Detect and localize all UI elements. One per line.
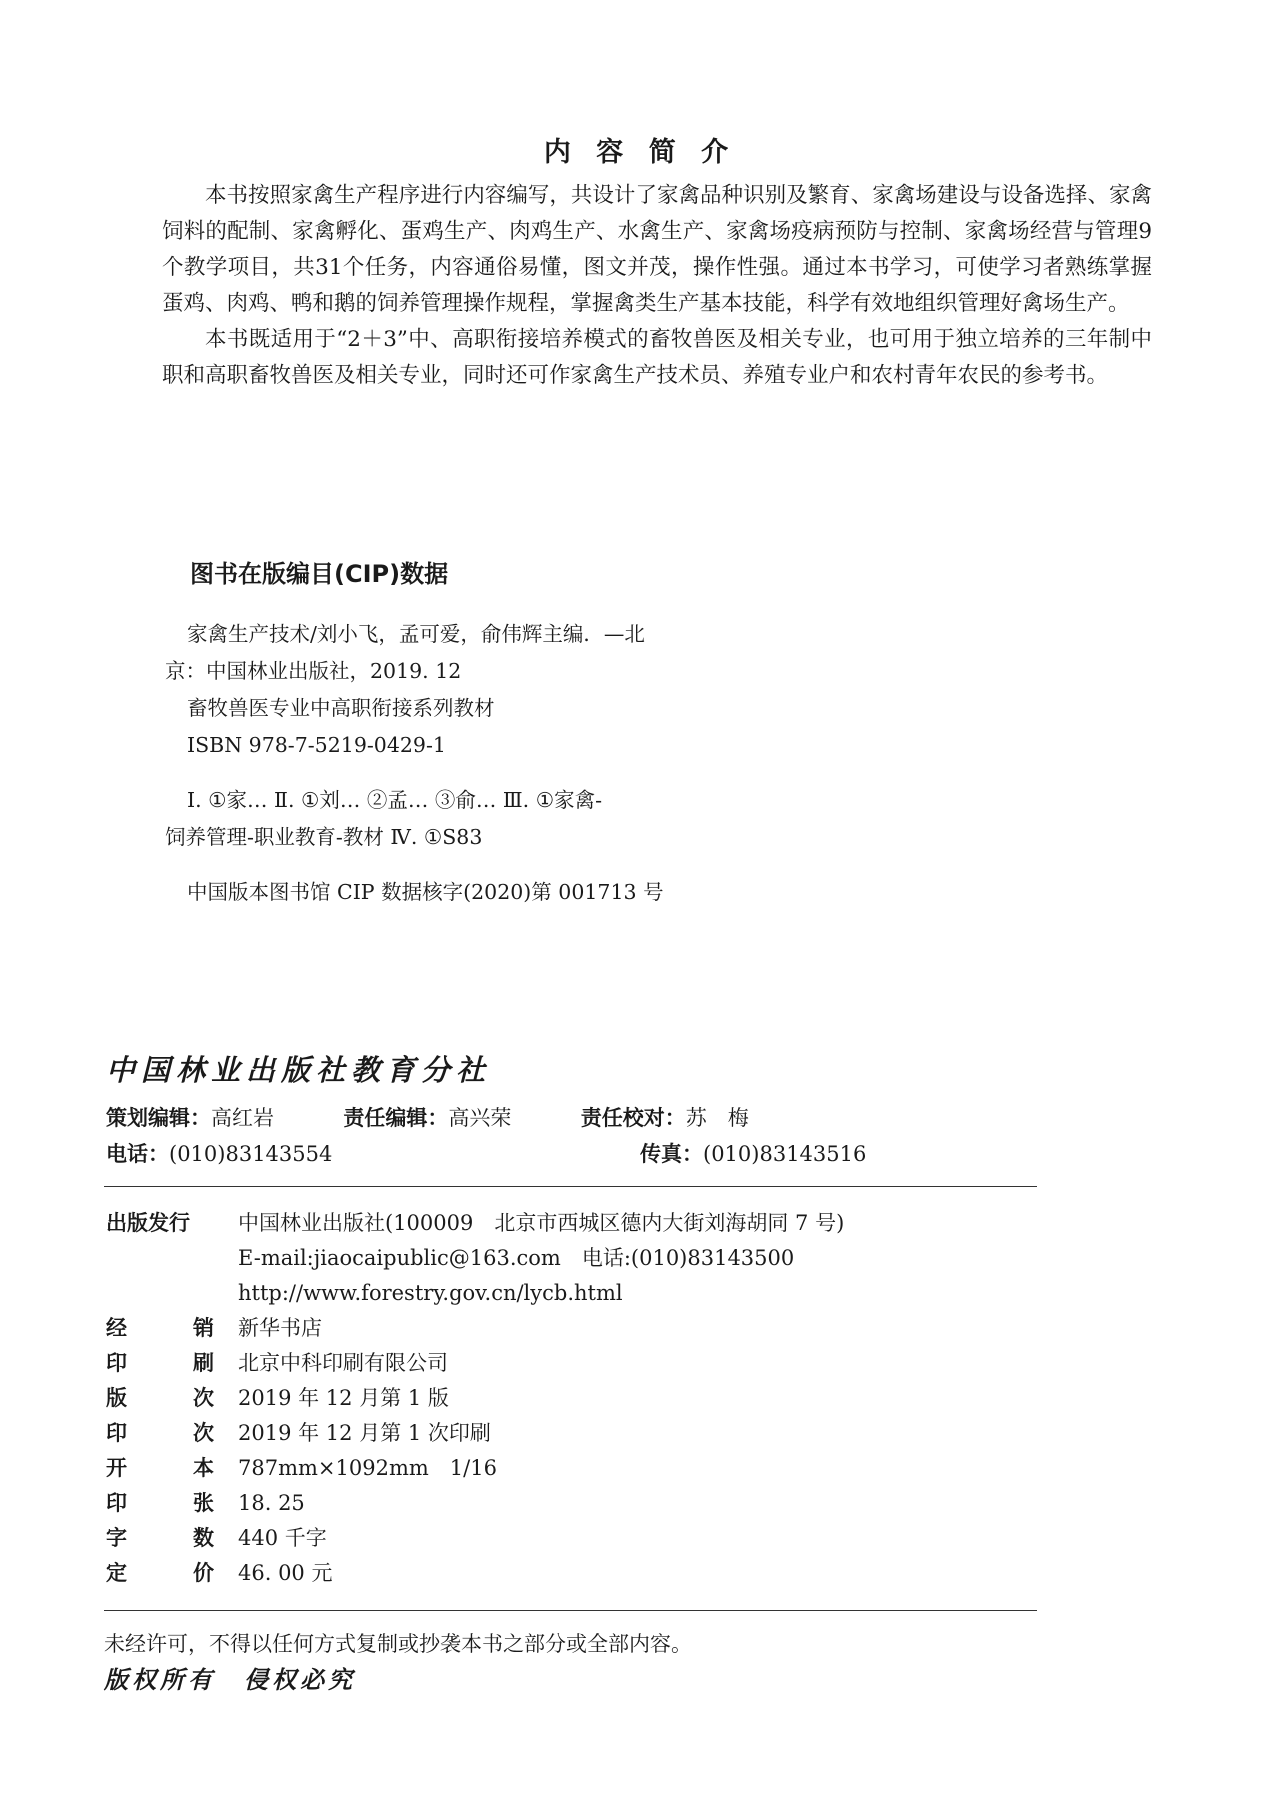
imprint-row-label-char1: 印 xyxy=(106,1421,127,1445)
summary-title: 内 容 简 介 xyxy=(543,137,737,168)
cip-line-isbn: ISBN 978-7-5219-0429-1 xyxy=(187,733,446,757)
cip-line-number: 中国版本图书馆 CIP 数据核字(2020)第 001713 号 xyxy=(187,880,664,904)
cip-title: 图书在版编目(CIP)数据 xyxy=(190,560,449,588)
rights-reserved: 版权所有 侵权必究 xyxy=(104,1665,356,1694)
cip-line-classification-2: 饲养管理-职业教育-教材 Ⅳ. ①S83 xyxy=(165,825,483,849)
imprint-row xyxy=(106,1346,1046,1381)
cip-block xyxy=(165,616,765,911)
imprint-row-label-char2: 刷 xyxy=(193,1351,214,1375)
imprint-row-label xyxy=(106,1381,238,1416)
proofreader: 苏 梅 xyxy=(685,1106,749,1130)
copyright-notice: 未经许可，不得以任何方式复制或抄袭本书之部分或全部内容。 xyxy=(104,1632,692,1656)
phone-label: 电话： xyxy=(106,1142,169,1166)
imprint-row-label-char2: 次 xyxy=(193,1421,214,1445)
responsible-editor-label: 责任编辑： xyxy=(343,1106,449,1130)
imprint-row-label-char1: 定 xyxy=(106,1561,127,1585)
publisher-name: 中国林业出版社教育分社 xyxy=(106,1053,492,1087)
imprint-row-label-char1: 经 xyxy=(106,1316,127,1340)
imprint-row-label-char1: 版 xyxy=(106,1386,127,1410)
imprint-row-value: 2019 年 12 月第 1 版 xyxy=(238,1386,449,1410)
imprint-row-email xyxy=(106,1241,1046,1276)
imprint-publish-line2: E-mail:jiaocaipublic@163.com 电话:(010)83143500 xyxy=(238,1246,795,1270)
imprint-row-value: 440 千字 xyxy=(238,1526,327,1550)
imprint-row-label xyxy=(106,1556,238,1591)
responsible-editor: 高兴荣 xyxy=(448,1106,512,1130)
divider-top xyxy=(104,1186,1037,1187)
imprint-row-label xyxy=(106,1451,238,1486)
imprint-row-label-char2: 数 xyxy=(193,1526,214,1550)
proofreader-label: 责任校对： xyxy=(580,1106,686,1130)
cip-line-classification-1: Ⅰ. ①家… Ⅱ. ①刘… ②孟… ③俞… Ⅲ. ①家禽- xyxy=(187,788,603,812)
imprint-spacer xyxy=(106,1276,238,1311)
imprint-row-label-chars xyxy=(106,1416,238,1451)
imprint-publish-line1: 中国林业出版社(100009 北京市西城区德内大街刘海胡同 7 号) xyxy=(238,1211,845,1235)
fax-row xyxy=(640,1138,866,1168)
planning-editor: 高红岩 xyxy=(211,1106,274,1130)
imprint-row xyxy=(106,1451,1046,1486)
imprint-block xyxy=(106,1206,1046,1591)
imprint-row xyxy=(106,1556,1046,1591)
imprint-spacer xyxy=(106,1241,238,1276)
imprint-row-label xyxy=(106,1311,238,1346)
phone-row xyxy=(106,1138,332,1168)
imprint-row-label-chars xyxy=(106,1451,238,1486)
imprint-row-label-char1: 印 xyxy=(106,1351,127,1375)
imprint-row-label-char2: 本 xyxy=(193,1456,214,1480)
imprint-row-label-chars xyxy=(106,1311,238,1346)
cip-line-publisher: 京：中国林业出版社，2019. 12 xyxy=(165,659,462,683)
fax-value: (010)83143516 xyxy=(703,1142,867,1166)
imprint-row-label-char2: 价 xyxy=(193,1561,214,1585)
cip-line-title: 家禽生产技术/刘小飞，孟可爱，俞伟辉主编．—北 xyxy=(187,622,645,646)
imprint-row-label-char1: 印 xyxy=(106,1491,127,1515)
fax-label: 传真： xyxy=(640,1142,703,1166)
imprint-row-value: 46. 00 元 xyxy=(238,1561,333,1585)
imprint-row-label xyxy=(106,1486,238,1521)
summary-paragraph-2: 本书既适用于“2＋3”中、高职衔接培养模式的畜牧兽医及相关专业，也可用于独立培养的三年制中职和高职畜牧兽医及相关专业，同时还可作家禽生产技术员、养殖专业户和农村青年农民的参考书。 xyxy=(162,327,1152,388)
phone-value: (010)83143554 xyxy=(169,1142,333,1166)
imprint-row-url xyxy=(106,1276,1046,1311)
imprint-publish-line3: http://www.forestry.gov.cn/lycb.html xyxy=(238,1281,623,1305)
imprint-row-value: 2019 年 12 月第 1 次印刷 xyxy=(238,1421,491,1445)
imprint-row-label-char1: 字 xyxy=(106,1526,127,1550)
summary-body xyxy=(162,178,1152,394)
summary-paragraph-1: 本书按照家禽生产程序进行内容编写，共设计了家禽品种识别及繁育、家禽场建设与设备选择、家禽饲料的配制、家禽孵化、蛋鸡生产、肉鸡生产、水禽生产、家禽场疫病预防与控制、家禽场经营与管理9个教学项目，共31个任务，内容通俗易懂，图文并茂，操作性强。通过本书学习，可使学习者熟练掌握蛋鸡、肉鸡、鸭和鹅的饲养管理操作规程，掌握禽类生产基本技能，科学有效地组织管理好禽场生产。 xyxy=(162,183,1152,316)
imprint-row-value: 787mm×1092mm 1/16 xyxy=(238,1456,497,1480)
imprint-row-label-char2: 张 xyxy=(193,1491,214,1515)
planning-editor-label: 策划编辑： xyxy=(106,1106,211,1130)
imprint-row-label-chars xyxy=(106,1486,238,1521)
imprint-row-label-char1: 开 xyxy=(106,1456,127,1480)
imprint-row-value: 北京中科印刷有限公司 xyxy=(238,1351,448,1375)
cip-line-series: 畜牧兽医专业中高职衔接系列教材 xyxy=(187,696,495,720)
imprint-row-value: 新华书店 xyxy=(238,1316,322,1340)
imprint-row-label-chars xyxy=(106,1346,238,1381)
imprint-row-publish xyxy=(106,1206,1046,1241)
imprint-row-label xyxy=(106,1416,238,1451)
imprint-publish-label: 出版发行 xyxy=(106,1211,190,1235)
imprint-row xyxy=(106,1521,1046,1556)
imprint-row xyxy=(106,1486,1046,1521)
imprint-row-label-chars xyxy=(106,1556,238,1591)
imprint-row-label xyxy=(106,1521,238,1556)
imprint-row-label xyxy=(106,1346,238,1381)
imprint-row xyxy=(106,1381,1046,1416)
imprint-row xyxy=(106,1311,1046,1346)
editors-row xyxy=(106,1102,749,1132)
imprint-row-label-chars xyxy=(106,1521,238,1556)
imprint-row-label-chars xyxy=(106,1381,238,1416)
imprint-row xyxy=(106,1416,1046,1451)
imprint-row-label-char2: 销 xyxy=(193,1316,214,1340)
divider-bottom xyxy=(104,1610,1037,1611)
imprint-row-value: 18. 25 xyxy=(238,1491,305,1515)
imprint-row-label-char2: 次 xyxy=(193,1386,214,1410)
